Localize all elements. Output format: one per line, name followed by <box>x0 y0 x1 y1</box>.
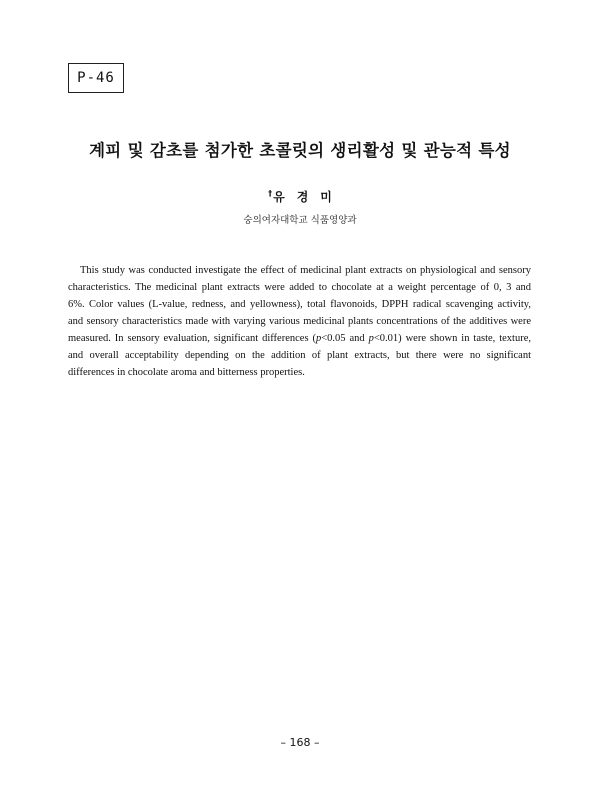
author-name: 유경미 <box>273 190 344 204</box>
poster-code-box <box>68 63 124 93</box>
abstract-line: 6%. Color values (L-value, redness, and yellowness), total flavonoids, DPPH radical scavenging activity, <box>68 299 531 310</box>
author-affiliation: 숭의여자대학교 식품영양과 <box>243 215 357 226</box>
author-line <box>0 188 600 205</box>
page-number: – 168 – <box>280 736 320 749</box>
corresponding-author-mark: † <box>268 189 273 198</box>
abstract-line: and overall acceptability depending on the addition of plant extracts, but there were no significant <box>68 350 531 361</box>
abstract-line: characteristics. The medicinal plant extracts were added to chocolate at a weight percentage of 0, 3 and <box>68 282 531 293</box>
abstract-line: measured. In sensory evaluation, significant differences (p<0.05 and p<0.01) were shown in taste, texture, <box>68 333 531 344</box>
p-value-symbol: p <box>315 333 322 344</box>
abstract-line: This study was conducted investigate the effect of medicinal plant extracts on physiological and sensory <box>80 265 531 276</box>
abstract-line: and sensory characteristics made with varying various medicinal plants concentrations of the additives were <box>68 316 531 327</box>
p-value-symbol: p <box>368 333 374 344</box>
paper-title: 계피 및 감초를 첨가한 초콜릿의 생리활성 및 관능적 특성 <box>89 141 511 160</box>
abstract-line: differences in chocolate aroma and bitterness properties. <box>68 367 305 378</box>
poster-code: P-46 <box>77 70 115 86</box>
abstract <box>68 262 531 381</box>
